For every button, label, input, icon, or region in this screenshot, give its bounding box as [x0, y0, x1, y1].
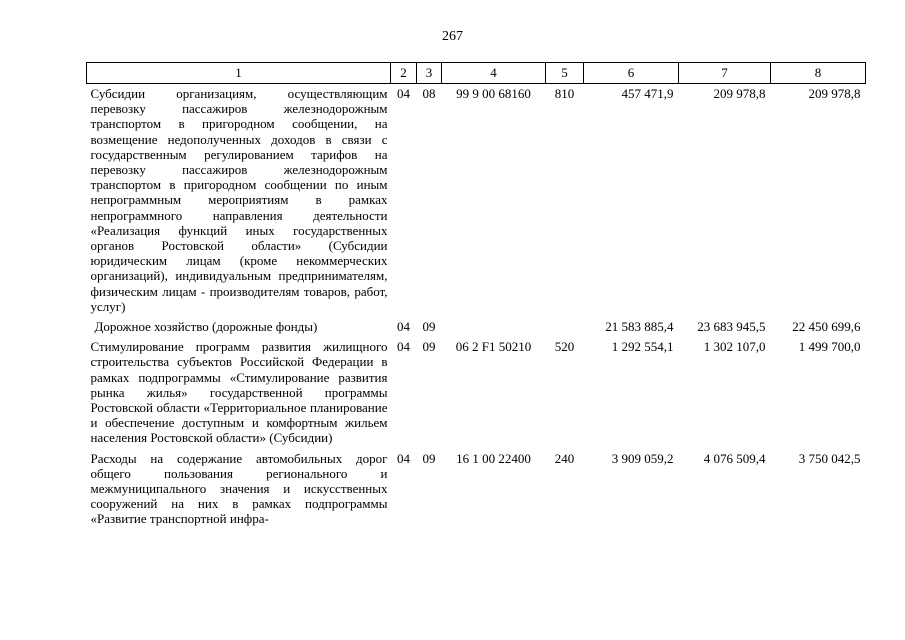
row-value-7: 23 683 945,5 — [697, 319, 766, 335]
row-expense-type — [546, 317, 584, 337]
budget-table — [86, 62, 866, 530]
page-number: 267 — [442, 29, 463, 44]
column-header-6: 6 — [584, 63, 679, 84]
column-header-1: 1 — [87, 63, 391, 84]
row-subsection: 09 — [422, 319, 436, 335]
row-value-6: 21 583 885,4 — [605, 319, 674, 335]
row-expense-type: 240 — [554, 450, 575, 466]
column-header-5: 5 — [546, 63, 584, 84]
table-row — [87, 84, 866, 318]
row-value-8: 22 450 699,6 — [792, 319, 861, 335]
row-value-7: 1 302 107,0 — [703, 339, 766, 355]
row-target: 99 9 00 68160 — [456, 86, 531, 101]
row-section: 04 — [397, 450, 410, 466]
column-header-8: 8 — [771, 63, 866, 84]
row-value-8: 3 750 042,5 — [798, 450, 861, 466]
table-header — [87, 63, 866, 84]
row-target: 06 2 F1 50210 — [455, 339, 532, 355]
row-subsection: 09 — [422, 339, 436, 355]
row-section: 04 — [397, 319, 410, 335]
row-description: Стимулирование программ развития жилищного строительства субъектов Российской Федерации в рамках подпрограммы «Стимулирование развития рынка жилья» государственной программы Ростовской области «Территориальное планирование и обеспечение доступным и комфортным жильем населения Ростовской области» (Субсидии) — [90, 339, 388, 446]
header-row — [87, 63, 866, 84]
row-description: Дорожное хозяйство (дорожные фонды) — [94, 319, 318, 335]
table-body — [87, 84, 866, 530]
row-section: 04 — [397, 86, 410, 101]
row-description: Субсидии организациям, осуществляющим перевозку пассажиров железнодорожным транспортом в пригородном сообщении, на возмещение недополученных доходов в связи с государственным регулированием тарифов на перевозку пассажиров железнодорожным транспортом в пригородном сообщении по иным непрограммным мероприятиям в рамках непрограммного направления деятельности «Реализация функций иных государственных органов Ростовской области» (Субсидии юридическим лицам (кроме некоммерческих организаций), индивидуальным предпринимателям, физическим лицам - производителям товаров, работ, услуг) — [90, 86, 388, 314]
column-header-4: 4 — [442, 63, 546, 84]
row-description: Расходы на содержание автомобильных дорог общего пользования регионального и межмуниципального значения и искусственных сооружений на них в рамках подпрограммы «Развитие транспортной инфра- — [90, 450, 388, 527]
table-row — [87, 317, 866, 337]
row-section: 04 — [397, 339, 410, 355]
row-value-6: 3 909 059,2 — [611, 450, 674, 466]
row-target: 16 1 00 22400 — [456, 450, 531, 466]
column-header-2: 2 — [391, 63, 417, 84]
row-value-7: 4 076 509,4 — [703, 450, 766, 466]
column-header-7: 7 — [679, 63, 771, 84]
row-subsection: 09 — [422, 450, 436, 466]
row-value-8: 1 499 700,0 — [798, 339, 861, 355]
row-value-6: 457 471,9 — [621, 86, 674, 101]
row-value-7: 209 978,8 — [713, 86, 766, 101]
row-value-6: 1 292 554,1 — [611, 339, 674, 355]
row-value-8: 209 978,8 — [808, 86, 861, 101]
row-subsection: 08 — [422, 86, 436, 101]
row-expense-type: 520 — [554, 339, 575, 355]
table-row — [87, 449, 866, 530]
row-expense-type: 810 — [554, 86, 575, 101]
table-row — [87, 337, 866, 448]
row-target — [442, 317, 546, 337]
column-header-3: 3 — [417, 63, 442, 84]
